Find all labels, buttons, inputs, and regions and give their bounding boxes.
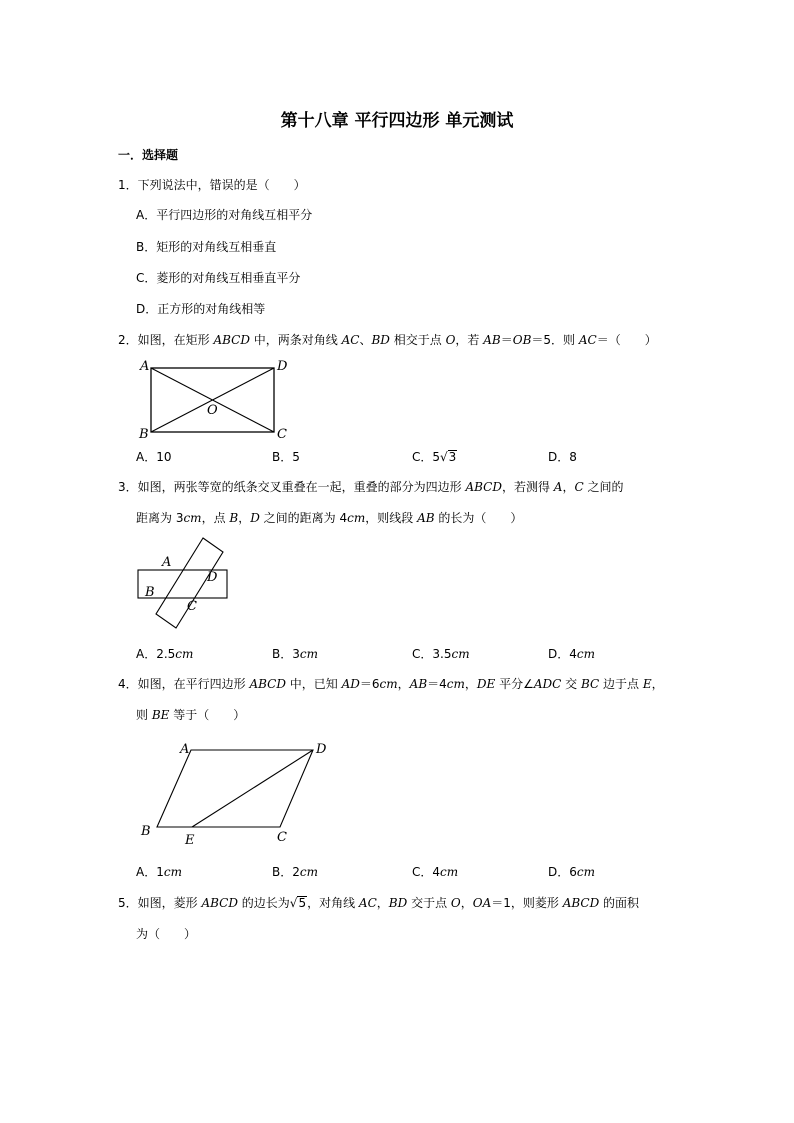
q4-option-c: C．4cm [412, 865, 459, 879]
q2-label-a: A [140, 359, 150, 374]
q2-label-o: O [207, 403, 218, 418]
q2-option-a: A．10 [136, 450, 172, 464]
q4-option-a: A．1cm [136, 865, 182, 879]
q4-parallelogram-figure [135, 738, 335, 850]
q2-rectangle-figure [130, 356, 300, 442]
q1-option-a: A．平行四边形的对角线互相平分 [136, 208, 313, 222]
q3-stem-line2: 距离为 3cm，点 B，D 之间的距离为 4cm，则线段 AB 的长为（ ） [136, 511, 523, 525]
q1-option-c: C．菱形的对角线互相垂直平分 [136, 271, 301, 285]
q4-stem-line1: 4．如图，在平行四边形 ABCD 中，已知 AD＝6cm，AB＝4cm，DE 平分∠ADC 交 BC 边于点 E， [118, 677, 664, 691]
q4-label-a: A [180, 742, 190, 757]
q4-stem-line2: 则 BE 等于（ ） [136, 708, 246, 722]
q4-option-d: D．6cm [548, 865, 595, 879]
q5-stem-line2: 为（ ） [136, 927, 197, 941]
sqrt-symbol: √3 [440, 450, 457, 464]
q2-option-d: D．8 [548, 450, 577, 464]
q3-label-d: D [207, 570, 218, 585]
q3-option-b: B．3cm [272, 647, 318, 661]
q2-stem: 2．如图，在矩形 ABCD 中，两条对角线 AC、BD 相交于点 O，若 AB＝OB＝5．则 AC＝（ ） [118, 333, 657, 347]
q2-option-b: B．5 [272, 450, 300, 464]
q1-stem: 1．下列说法中，错误的是（ ） [118, 178, 306, 192]
q2-label-c: C [277, 427, 287, 442]
q3-option-d: D．4cm [548, 647, 595, 661]
q4-label-b: B [141, 824, 151, 839]
q3-label-a: A [162, 555, 172, 570]
q3-label-b: B [145, 585, 155, 600]
page-title: 第十八章 平行四边形 单元测试 [280, 111, 514, 131]
q3-label-c: C [187, 599, 197, 614]
q4-label-d: D [316, 742, 327, 757]
q2-label-b: B [139, 427, 149, 442]
q2-label-d: D [277, 359, 288, 374]
q3-option-c: C．3.5cm [412, 647, 470, 661]
q2-option-c: C．5√3 [412, 450, 457, 464]
q1-option-b: B．矩形的对角线互相垂直 [136, 240, 277, 254]
sqrt-symbol: √5 [289, 896, 307, 910]
q4-label-e: E [185, 833, 195, 848]
q4-label-c: C [277, 830, 287, 845]
section-heading: 一．选择题 [118, 148, 179, 162]
q5-stem-line1: 5．如图，菱形 ABCD 的边长为√5，对角线 AC，BD 交于点 O，OA＝1，则菱形 ABCD 的面积 [118, 896, 640, 910]
q1-option-d: D．正方形的对角线相等 [136, 302, 266, 316]
q3-option-a: A．2.5cm [136, 647, 194, 661]
q3-paper-strips-figure [130, 533, 240, 631]
q4-option-b: B．2cm [272, 865, 318, 879]
q3-stem-line1: 3．如图，两张等宽的纸条交叉重叠在一起，重叠的部分为四边形 ABCD，若测得 A，C 之间的 [118, 480, 624, 494]
